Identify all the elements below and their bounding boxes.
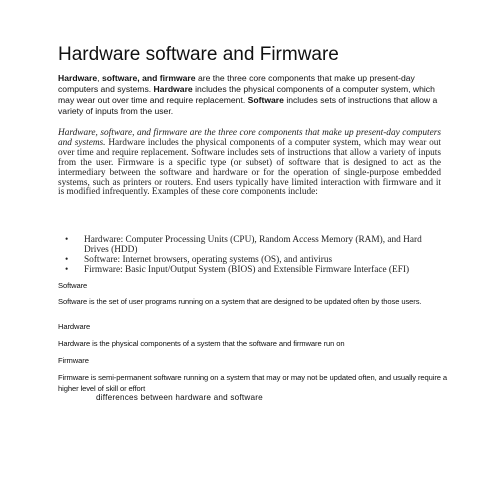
intro-text-2: includes the physical components of a computer system, which may wear out over time and require replacement. [58,84,435,105]
intro-separator: , [97,73,102,83]
hardware-heading: Hardware [58,322,91,331]
document-title: Hardware software and Firmware [58,44,339,65]
firmware-definition: Firmware is semi-permanent software running on a system that may or may not be updated often, and usually require a higher level of skill or effort [58,373,448,393]
intro-bold-software-2: Software [247,95,284,105]
serif-paragraph [58,129,441,198]
serif-paragraph-italic: Hardware, software, and firmware are the three core components that make up present-day computers and systems. [58,128,441,148]
list-item [58,236,441,256]
list-item-text: Hardware: Computer Processing Units (CPU), Random Access Memory (RAM), and Hard Drives (HDD) [84,235,422,255]
bullet-icon: • [65,264,69,275]
intro-text-3: includes sets of instructions that allow a variety of inputs from the user. [58,95,438,116]
serif-paragraph-rest: Hardware includes the physical components of a computer system, which may wear out over time and require replacement. Software includes sets of instructions that allow a variety of inputs from the user. Firmware is a specific type (or subset) of software that is designed to act as the intermediary between the software and hardware or for the operation of single-purpose embedded systems, such as printers or routers. End users typically have limited interaction with firmware and it is modified infrequently. Examples of these core components include: [58,137,441,198]
software-heading: Software [58,281,88,290]
list-item [58,266,441,276]
intro-text-1: are the three core components that make up present-day computers and systems. [58,73,415,94]
intro-bold-hardware-2: Hardware [153,84,193,94]
list-item-text: Software: Internet browsers, operating systems (OS), and antivirus [84,254,333,265]
firmware-heading: Firmware [58,356,89,365]
differences-heading: differences between hardware and software [96,393,263,402]
examples-list [58,236,441,276]
list-item-text: Firmware: Basic Input/Output System (BIOS) and Extensible Firmware Interface (EFI) [84,264,410,275]
intro-bold-hardware: Hardware [58,73,98,83]
intro-paragraph [58,73,440,117]
software-definition: Software is the set of user programs running on a system that are designed to be updated often by those users. [58,297,422,306]
intro-bold-software-firmware: software, and firmware [101,73,196,83]
bullet-icon: • [65,254,69,265]
bullet-icon: • [65,235,69,245]
hardware-definition: Hardware is the physical components of a system that the software and firmware run on [58,339,345,348]
